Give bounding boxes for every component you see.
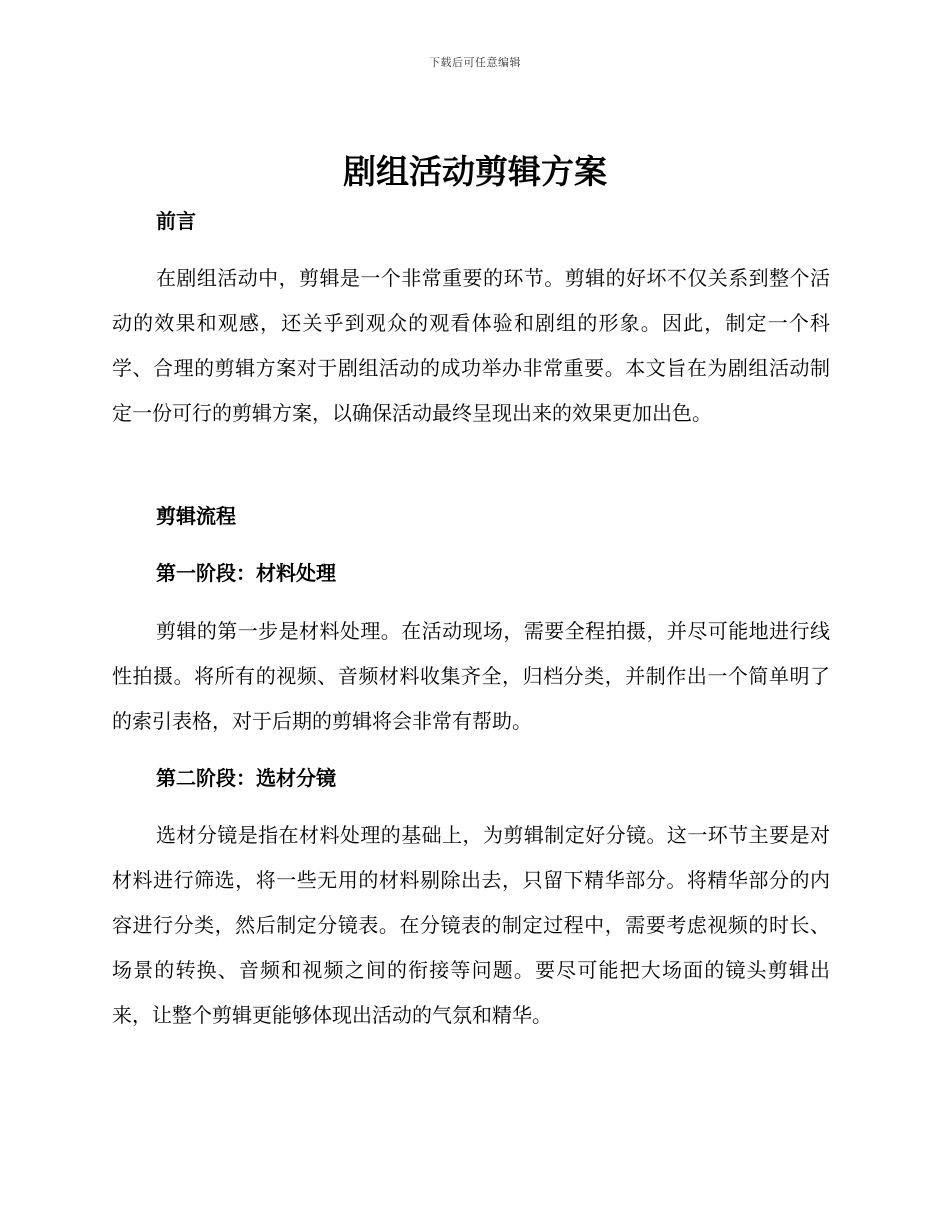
section-heading-editing-process: 剪辑流程: [156, 504, 236, 528]
section-paragraph-stage-two: 选材分镜是指在材料处理的基础上，为剪辑制定好分镜。这一环节主要是对材料进行筛选，将一些无用的材料剔除出去，只留下精华部分。将精华部分的内容进行分类，然后制定分镜表。在分镜表的制定过程中，需要考虑视频的时长、场景的转换、音频和视频之间的衔接等问题。要尽可能把大场面的镜头剪辑出来，让整个剪辑更能够体现出活动的气氛和精华。: [112, 823, 830, 1027]
section-paragraph-preface: 在剧组活动中，剪辑是一个非常重要的环节。剪辑的好坏不仅关系到整个活动的效果和观感，还关乎到观众的观看体验和剧组的形象。因此，制定一个科学、合理的剪辑方案对于剧组活动的成功举办非常重要。本文旨在为剧组活动制定一份可行的剪辑方案，以确保活动最终呈现出来的效果更加出色。: [112, 266, 830, 425]
section-paragraph-stage-one: 剪辑的第一步是材料处理。在活动现场，需要全程拍摄，并尽可能地进行线性拍摄。将所有的视频、音频材料收集齐全，归档分类，并制作出一个简单明了的索引表格，对于后期的剪辑将会非常有帮助。: [112, 619, 830, 733]
header-note: 下载后可任意编辑: [429, 56, 521, 69]
document-title: 剧组活动剪辑方案: [343, 152, 607, 191]
section-heading-stage-two: 第二阶段：选材分镜: [156, 766, 336, 790]
section-heading-stage-one: 第一阶段：材料处理: [156, 561, 336, 585]
section-heading-preface: 前言: [156, 209, 196, 233]
